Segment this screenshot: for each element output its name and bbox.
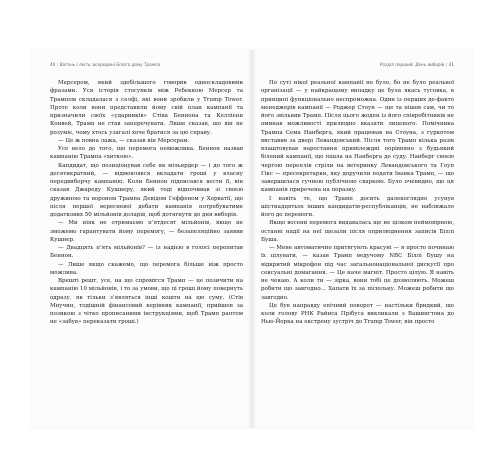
book-title: Вогонь і лють: всередині Білого дому Трампа xyxy=(59,62,161,67)
running-head-separator: | xyxy=(445,62,448,67)
right-page xyxy=(252,50,473,428)
left-page-number: 40 xyxy=(50,62,56,67)
book-spread xyxy=(31,50,473,428)
right-running-head xyxy=(261,60,454,70)
paragraph: — Мене автоматично притягують красуні — я просто починаю їх цілувати, — казав Трамп ведучому NBC Біллі Бушу на відкритий мікрофон під час загальнонаціональної дискусії про сексуальні домагання. — Це наче магніт. Просто цілую. Я навіть не чекаю. А коли ти — зірка, вони тобі це дозволяють. Можеш робити що завгодно... Хапати їх за пісюльку. Можеш робити що завгодно. xyxy=(261,245,454,301)
paragraph: Усе вело до того, що перемога неможлива. Беннон назвав кампанію Трампа «хиткою». xyxy=(50,146,243,161)
left-running-head xyxy=(50,60,243,70)
paragraph: — Двадцять п’ять мільйонів? — із надією в голосі перепитав Беннон. xyxy=(50,245,243,260)
chapter-title: Розділ перший. День виборів xyxy=(379,62,445,67)
left-page xyxy=(31,50,252,428)
paragraph: Кандидат, що позиціонував себе як мільярдер — і до того ж десятикратний, — відмовлявся вкладати гроші у власну передвиборчу кампанію. Коли Беннон підписався вести її, він сказав Джареду Кушнеру, який тоді відпочивав зі своєю дружиною та вороном Трампа Девідом Геффеном у Хорватії, що після першої вересневої дебати кампанія потребуватиме додаткових 50 мільйонів доларів, щоб дотягнути до дня виборів. xyxy=(50,162,243,218)
paragraph: Це був направду епічний поворот — настільки бридкий, що коли голову РНК Райнса Прібуса викликали з Вашингтона до Нью-Йорка на екстрену зустріч до Trump Tower, він просто xyxy=(261,302,454,326)
right-page-body xyxy=(261,79,454,327)
left-page-body xyxy=(50,79,243,327)
right-page-number: 41 xyxy=(448,62,454,67)
running-head-separator: | xyxy=(56,62,59,67)
paragraph: Якщо восени перемога видавалась ще не цілком неймовірною, останні надії на неї щезали після оприлюднення записів Біллі Буша. xyxy=(261,220,454,243)
paragraph: І навіть те, що Трамп досить далекоглядно усунув шістнадцятьох інших кандидатів-республіканців, не наближало його до перемоги. xyxy=(261,195,454,218)
paragraph: Врешті решт, усе, на що спромігся Трамп — це позичити на кампанію 10 мільйонів, і то за умови, що ці гроші йому повернуть одразу, як тільки з’являться інші кошти на цю суму. (Стів Мнучин, тодішній фінансовий керівник кампанії, прийшов за позикою з чітко прописаними інструкціями, щоб Трамп раптом не «забув» переказати гроші.) xyxy=(50,278,243,326)
paragraph: — Ми ніяк не отримаємо п’ятдесят мільйонів, якщо не зможемо гарантувати йому перемогу, — безапеляційно заявив Кушнер. xyxy=(50,220,243,243)
paragraph: — Це ж повна лажа, — сказав він Мерсерам. xyxy=(58,137,190,144)
paragraph: Мерсером, який здебільшого говорив односкладовими фразами. Уся історія стосунків між Ребеккою Мерсер та Трампом складалася з селфі, які вони зробили у Trump Tower. Проте коли вони представили йому свій план кампанії та призначили своїх «ударників» Стіва Беннона та Келлієнн Конвей, Трамп не став заперечувати. Лише сказав, що він не розуміє, чому хтось узагалі хоче братися за цю справу. xyxy=(50,80,243,136)
paragraph: По суті нікої реальної кампанії не було, бо не було реальної організації — у найкращому випадку це була якась тусовка, в принципі функціонально неспроможна. Один із перших де-факто менеджерів кампанії — Роджер Стоун — ще та пішов сам, чи то його звільнив Трамп. Після цього жоден із його співробітників не оминав можливості прилюдно вказати лиценого. Помічника Трампа Сема Нанберга, який працював на Стоуна, з гуркотом виставив за двері Левандовський. Після того Трамп кілька разів влаштовував наростання примілеждні порівняно з будьякий білений кампанії, що пішла на Нанберга до суду. Нанберг своєю чергою переплів стріли на ветеринку Левандовського та Гоуп Гікс — пресекретарки, яку доручили подати Іванка Трамп, — що завершилася гучною публічною сваркою. Було очевидно, що ця кампанія приречена на поразку. xyxy=(261,80,454,194)
paragraph: — Лише якщо скажемо, що перемога більше ніж просто можлива. xyxy=(50,261,243,276)
